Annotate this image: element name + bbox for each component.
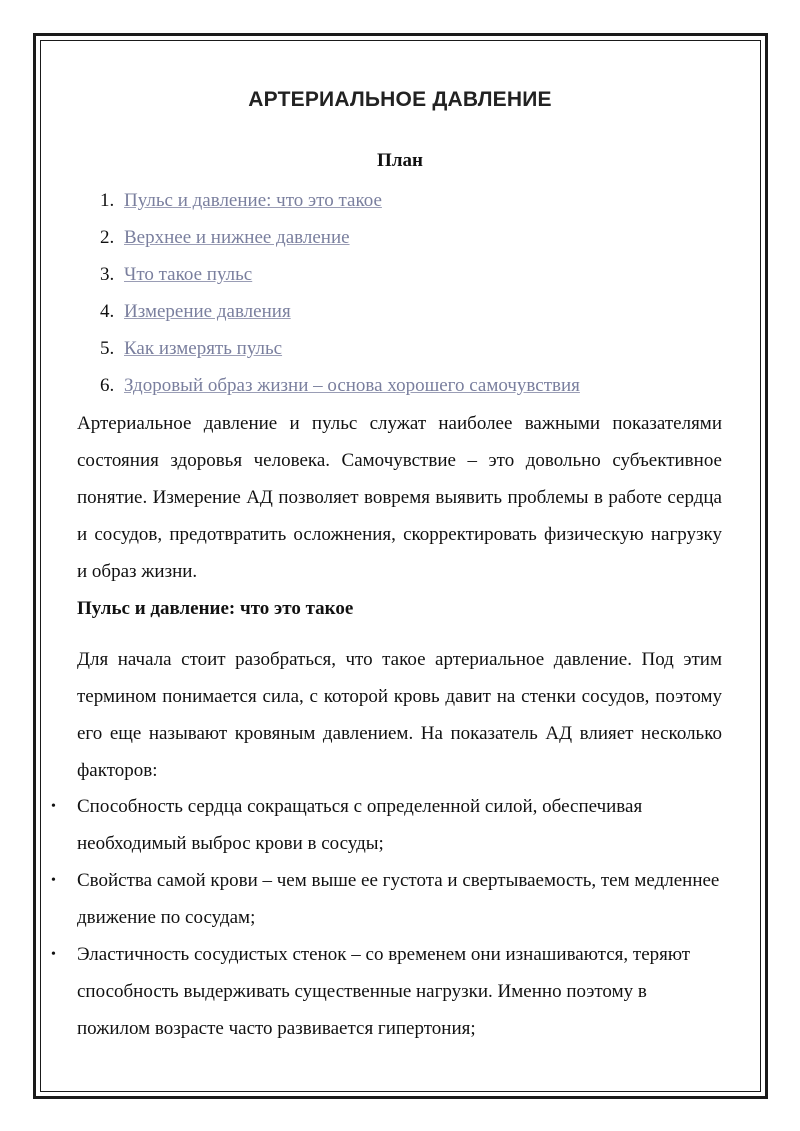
plan-heading: План bbox=[377, 150, 423, 171]
plan-item-number: 1. bbox=[100, 190, 115, 211]
plan-link-what-is-pulse[interactable]: Что такое пульс bbox=[124, 264, 253, 285]
plan-link-healthy-lifestyle[interactable]: Здоровый образ жизни – основа хорошего самочувствия bbox=[124, 375, 580, 396]
plan-item-6 bbox=[100, 371, 580, 408]
plan-item-2 bbox=[100, 223, 580, 260]
bullet-icon: • bbox=[51, 799, 56, 814]
plan-item-3 bbox=[100, 260, 580, 297]
list-item-text: Эластичность сосудистых стенок – со временем они изнашиваются, теряют способность выдерживать существенные нагрузки. Именно поэтому в пожилом возрасте часто развивается гипертония; bbox=[77, 944, 691, 1039]
plan-item-number: 5. bbox=[100, 338, 115, 359]
intro-paragraph: Артериальное давление и пульс служат наиболее важными показателями состояния здоровья человека. Самочувствие – это довольно субъективное понятие. Измерение АД позволяет вовремя выявить проблемы в работе сердца и сосудов, предотвратить осложнения, скорректировать физическую нагрузку и образ жизни. bbox=[77, 413, 722, 582]
list-item bbox=[51, 862, 722, 936]
plan-item-number: 6. bbox=[100, 375, 115, 396]
bullet-icon: • bbox=[51, 947, 56, 962]
section-paragraph: Для начала стоит разобраться, что такое артериальное давление. Под этим термином понимается сила, с которой кровь давит на стенки сосудов, поэтому его еще называют кровяным давлением. На показатель АД влияет несколько факторов: bbox=[77, 649, 722, 781]
list-item-text: Свойства самой крови – чем выше ее густота и свертываемость, тем медленнее движение по сосудам; bbox=[77, 870, 720, 928]
list-item-text: Способность сердца сокращаться с определенной силой, обеспечивая необходимый выброс крови в сосуды; bbox=[77, 796, 643, 854]
plan-list bbox=[100, 186, 580, 408]
plan-item-4 bbox=[100, 297, 580, 334]
plan-item-number: 3. bbox=[100, 264, 115, 285]
plan-item-5 bbox=[100, 334, 580, 371]
bullet-icon: • bbox=[51, 873, 56, 888]
plan-item-number: 2. bbox=[100, 227, 115, 248]
plan-link-pressure-measurement[interactable]: Измерение давления bbox=[124, 301, 291, 322]
plan-item-1 bbox=[100, 186, 580, 223]
document-title: АРТЕРИАЛЬНОЕ ДАВЛЕНИЕ bbox=[248, 88, 552, 111]
plan-link-how-to-measure-pulse[interactable]: Как измерять пульс bbox=[124, 338, 283, 359]
plan-link-pulse-and-pressure[interactable]: Пульс и давление: что это такое bbox=[124, 190, 382, 211]
factors-list bbox=[51, 788, 722, 1047]
list-item bbox=[51, 936, 722, 1047]
plan-item-number: 4. bbox=[100, 301, 115, 322]
section-heading: Пульс и давление: что это такое bbox=[77, 598, 354, 619]
list-item bbox=[51, 788, 722, 862]
plan-link-upper-lower-pressure[interactable]: Верхнее и нижнее давление bbox=[124, 227, 350, 248]
